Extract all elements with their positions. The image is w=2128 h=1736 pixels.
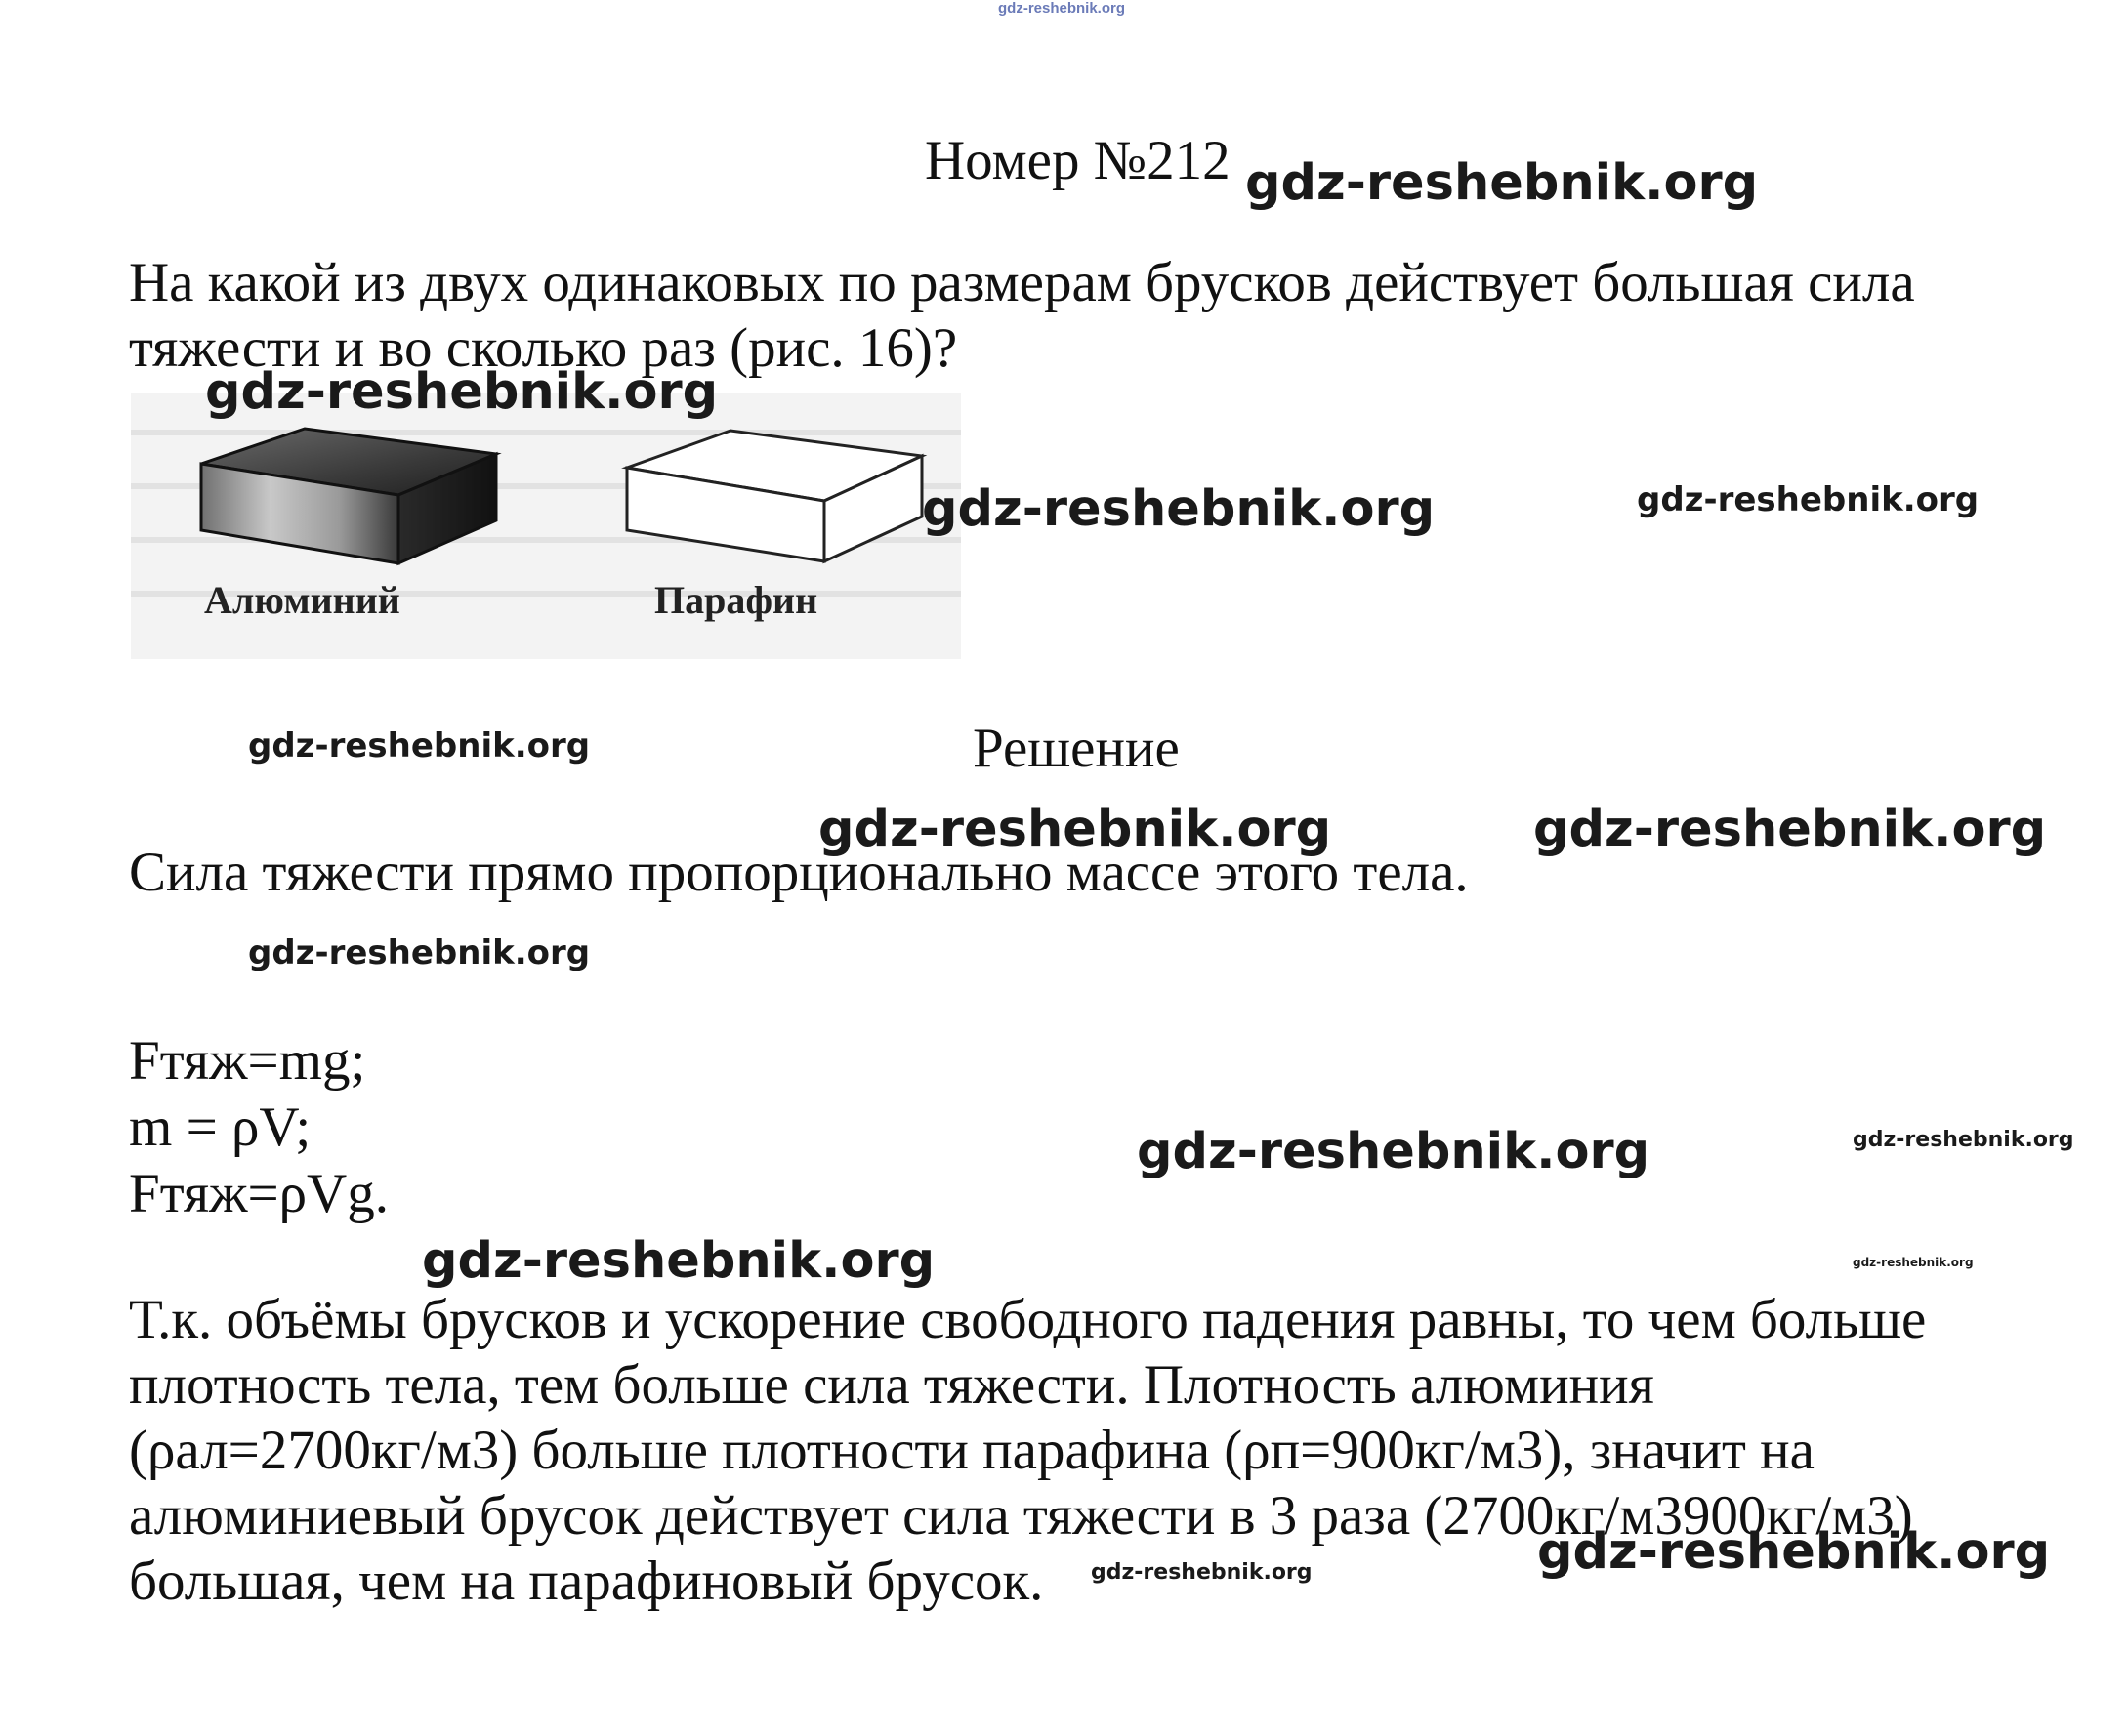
watermark: gdz-reshebnik.org (1537, 1523, 2051, 1581)
top-watermark[interactable]: gdz-reshebnik.org (998, 0, 1126, 17)
conclusion-line: алюминиевый брусок действует сила тяжести в 3 раза (2700кг/м3900кг/м3) (129, 1485, 1913, 1547)
problem-title: Номер №212 (925, 130, 1231, 191)
watermark: gdz-reshebnik.org (1533, 801, 2047, 858)
question-line: На какой из двух одинаковых по размерам брусков действует большая сила (129, 252, 1915, 313)
conclusion-line: плотность тела, тем больше сила тяжести. Плотность алюминия (129, 1354, 1654, 1416)
question-line: тяжести и во сколько раз (рис. 16)? (129, 317, 958, 379)
solution-heading: Решение (973, 718, 1180, 779)
paraffin-label: Парафин (654, 578, 818, 622)
watermark: gdz-reshebnik.org (1637, 480, 1980, 519)
watermark: gdz-reshebnik.org (922, 480, 1436, 538)
formula-line: Fтяж=mg; (129, 1030, 366, 1092)
aluminium-block (201, 429, 496, 563)
watermark: gdz-reshebnik.org (1853, 1128, 2074, 1152)
conclusion-line: Т.к. объёмы брусков и ускорение свободного падения равны, то чем больше (129, 1289, 1927, 1350)
watermark: gdz-reshebnik.org (248, 933, 591, 972)
question-text (129, 250, 2072, 381)
watermark: gdz-reshebnik.org (248, 726, 591, 765)
watermark: gdz-reshebnik.org (205, 363, 719, 421)
watermark: gdz-reshebnik.org (1245, 154, 1759, 212)
watermark: gdz-reshebnik.org (1091, 1560, 1313, 1585)
statement-line: Сила тяжести прямо пропорционально массе этого тела. (129, 842, 1469, 903)
figure-blocks (131, 393, 961, 659)
formula-line: m = ρV; (129, 1096, 312, 1158)
watermark: gdz-reshebnik.org (422, 1232, 936, 1290)
watermark: gdz-reshebnik.org (818, 801, 1332, 858)
aluminium-label: Алюминий (204, 578, 400, 622)
conclusion-line: большая, чем на парафиновый брусок. (129, 1550, 1044, 1612)
formula-line: Fтяж=ρVg. (129, 1163, 389, 1224)
conclusion-line: (ρал=2700кг/м3) больше плотности парафина (ρп=900кг/м3), значит на (129, 1420, 1815, 1481)
watermark: gdz-reshebnik.org (1853, 1256, 1974, 1269)
watermark: gdz-reshebnik.org (1137, 1123, 1650, 1180)
formulas-block (129, 1028, 2072, 1227)
